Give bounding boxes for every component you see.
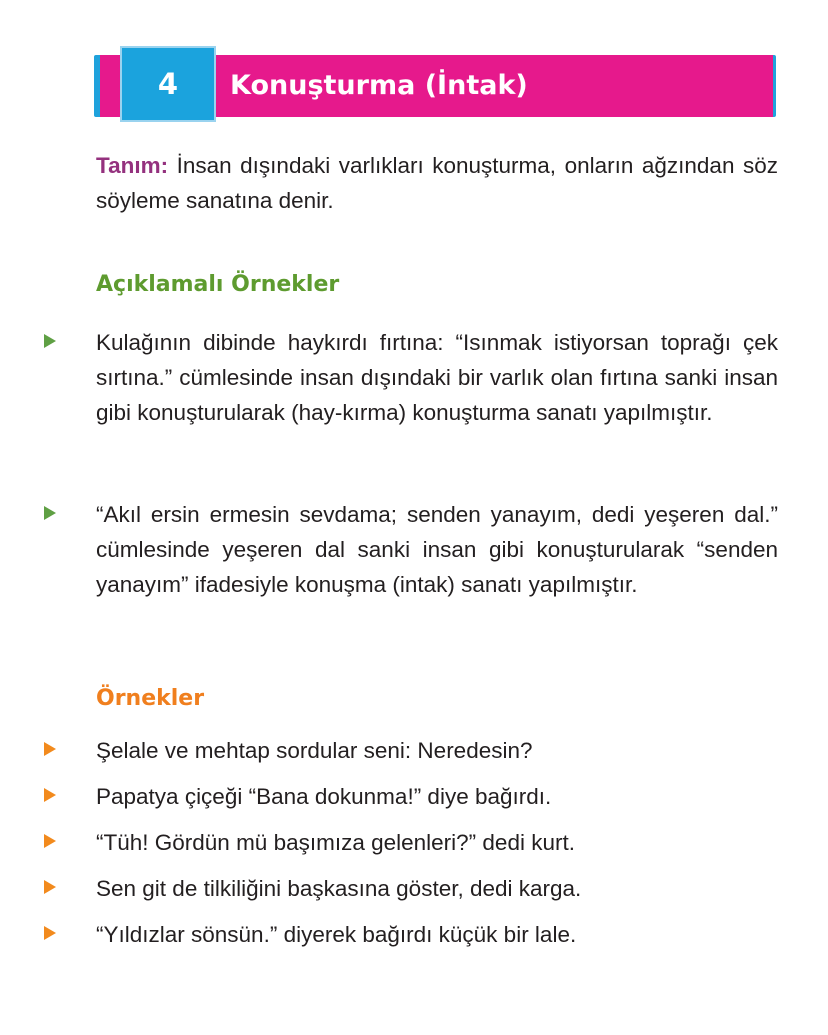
triangle-bullet-icon [44, 926, 56, 940]
explained-example-text: Kulağının dibinde haykırdı fırtına: “Isınmak istiyorsan toprağı çek sırtına.” cümlesinde insan dışındaki bir varlık olan fırtına sanki insan gibi konuşturularak (hay-kırma) konuşturma sanatı yapılmıştır. [96, 330, 778, 425]
example-text: Papatya çiçeği “Bana dokunma!” diye bağırdı. [96, 784, 552, 809]
definition-text: İnsan dışındaki varlıkları konuşturma, onların ağzından söz söyleme sanatına denir. [96, 153, 778, 213]
definition-paragraph [96, 148, 778, 218]
triangle-bullet-icon [44, 334, 56, 348]
section-title: Konuşturma (İntak) [230, 70, 528, 101]
section-number: 4 [120, 46, 216, 122]
example-text: “Yıldızlar sönsün.” diyerek bağırdı küçük bir lale. [96, 922, 577, 947]
explained-examples-title: Açıklamalı Örnekler [96, 272, 340, 297]
triangle-bullet-icon [44, 742, 56, 756]
explained-example-text: “Akıl ersin ermesin sevdama; senden yanayım, dedi yeşeren dal.” cümlesinde yeşeren dal sanki insan gibi konuşturularak “senden yanayım” ifadesiyle konuşma (intak) sanatı yapılmıştır. [96, 502, 778, 597]
triangle-bullet-icon [44, 834, 56, 848]
triangle-bullet-icon [44, 880, 56, 894]
examples-title: Örnekler [96, 686, 205, 711]
triangle-bullet-icon [44, 506, 56, 520]
triangle-bullet-icon [44, 788, 56, 802]
example-text: Sen git de tilkiliğini başkasına göster, dedi karga. [96, 876, 582, 901]
example-text: “Tüh! Gördün mü başımıza gelenleri?” dedi kurt. [96, 830, 575, 855]
definition-label: Tanım: [96, 153, 169, 178]
example-text: Şelale ve mehtap sordular seni: Neredesin? [96, 738, 533, 763]
